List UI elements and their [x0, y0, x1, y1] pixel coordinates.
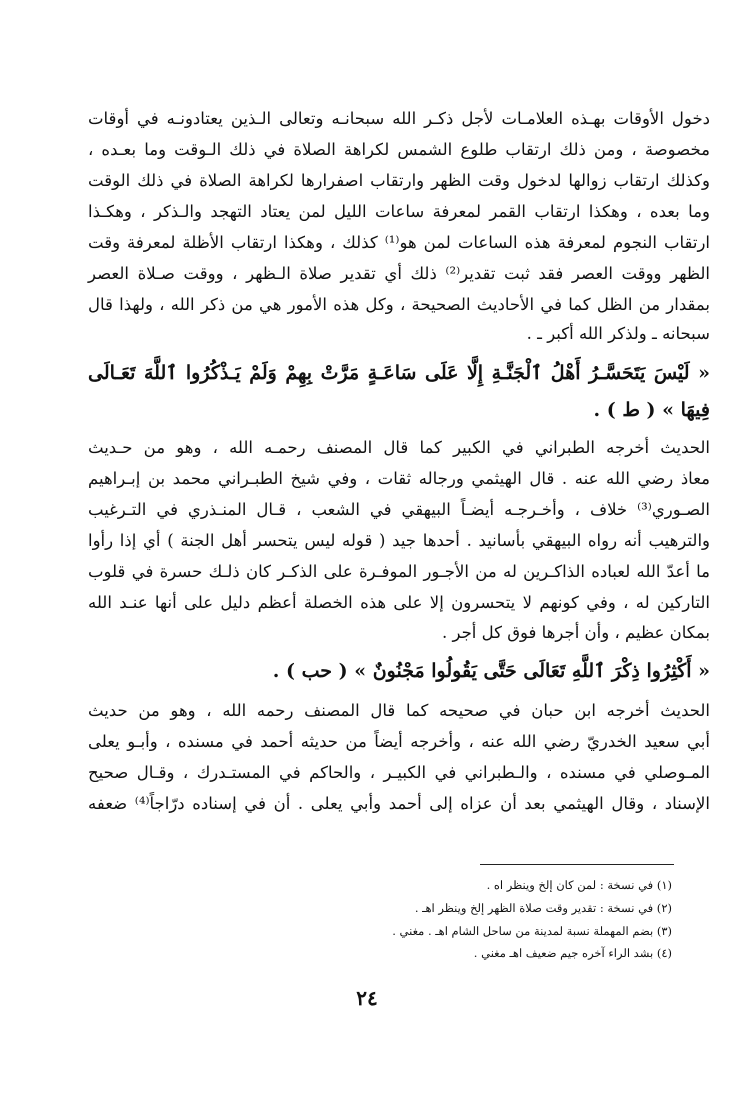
- text-line: سبحانه ـ ولذكر الله أكبر ـ .: [526, 324, 710, 343]
- footnote: (٣) بضم المهملة نسبة لمدينة من ساحل الشام اهـ . مغني .: [392, 924, 672, 938]
- page-number: ٢٤: [356, 986, 378, 1010]
- text-line: أبي سعيد الخدريّ رضي الله عنه ، وأخرجه أيضاً من حديثه أحمد في مسنده ، وأبـو يعلى: [88, 732, 710, 751]
- text-line: والترهيب أنه رواه البيهقي بأسانيد . أحدها جيد ( قوله ليس يتحسر أهل الجنة ) أي إذا رأوا: [88, 531, 710, 550]
- text-line: ارتقاب النجوم لمعرفة هذه الساعات لمن هو⁽¹⁾ كذلك ، وهكذا ارتقاب الأظلة لمعرفة وقت: [88, 233, 710, 252]
- text-line: ما أعدّ الله لعباده الذاكـرين له من الأجـور الموفـرة على الذكـر كان ذلـك حسرة في قلوب: [88, 562, 710, 581]
- hadith-line: « لَيْسَ يَتَحَسَّـرُ أَهْلُ ٱلْجَنَّـةِ إِلَّا عَلَى سَاعَـةٍ مَرَّتْ بِهِمْ وَلَمْ يَـذْكُرُوا ٱللَّهَ تَعَـالَى: [88, 362, 710, 384]
- text-line: بمكان عظيم ، وأن أجرها فوق كل أجر .: [442, 623, 710, 642]
- text-line: الحديث أخرجه ابن حبان في صحيحه كما قال المصنف رحمه الله ، وهو من حديث: [88, 701, 710, 720]
- text-line: التاركين له ، وفي كونهم لا يتحسرون إلا على هذه الخصلة أعظم دليل على أنها عنـد الله: [88, 593, 710, 612]
- text-line: الصـوري⁽³⁾ خلاف ، وأخـرجـه أيضـاً البيهقي في الشعب ، قـال المنـذري في التـرغيب: [88, 500, 710, 519]
- footnote: (١) في نسخة : لمن كان إلخ وينظر اه .: [486, 878, 672, 892]
- hadith-line: فِيهَا » ( ط ) .: [593, 399, 710, 421]
- text-line: دخول الأوقات بهـذه العلامـات لأجل ذكـر الله سبحانـه وتعالى الـذين يعتادونـه في أوقات: [88, 109, 710, 128]
- footnote-divider: [480, 864, 674, 865]
- text-line: مخصوصة ، ومن ذلك ارتقاب طلوع الشمس لكراهة الصلاة في ذلك الـوقت وما بعـده ،: [88, 140, 710, 159]
- text-line: الحديث أخرجه الطبراني في الكبير كما قال المصنف رحمـه الله ، وهو من حـديث: [88, 438, 710, 457]
- text-line: الظهر ووقت العصر فقد ثبت تقدير⁽²⁾ ذلك أي تقدير صلاة الـظهر ، ووقت صـلاة العصر: [88, 264, 710, 283]
- footnote: (٤) بشد الراء آخره جيم ضعيف اهـ مغني .: [473, 946, 672, 960]
- footnote: (٢) في نسخة : تقدير وقت صلاة الظهر إلخ وينظر اهـ .: [414, 901, 672, 915]
- text-line: المـوصلي في مسنده ، والـطبراني في الكبيـر ، والحاكم في المستـدرك ، وقـال صحيح: [88, 763, 710, 782]
- text-line: بمقدار من الظل كما في الأحاديث الصحيحة ، وكل هذه الأمور هي من ذكر الله ، ولهذا قال: [88, 295, 710, 314]
- text-line: وما بعده ، وهكذا ارتقاب القمر لمعرفة ساعات الليل لمن يعتاد التهجد والـذكر ، وهكـذا: [88, 202, 710, 221]
- text-line: معاذ رضي الله عنه . قال الهيثمي ورجاله ثقات ، وفي شيخ الطبـراني محمد بن إبـراهيم: [88, 469, 710, 488]
- hadith-line: « أَكْثِرُوا ذِكْرَ ٱللَّهِ تَعَالَى حَتَّى يَقُولُوا مَجْنُونٌ » ( حب ) .: [272, 660, 710, 682]
- text-line: وكذلك ارتقاب زوالها لدخول وقت الظهر وارتقاب اصفرارها لكراهة الصلاة في ذلك الوقت: [88, 171, 710, 190]
- text-line: الإسناد ، وقال الهيثمي بعد أن عزاه إلى أحمد وأبي يعلى . أن في إسناده درّاجاً⁽⁴⁾ ضعفه: [88, 794, 710, 813]
